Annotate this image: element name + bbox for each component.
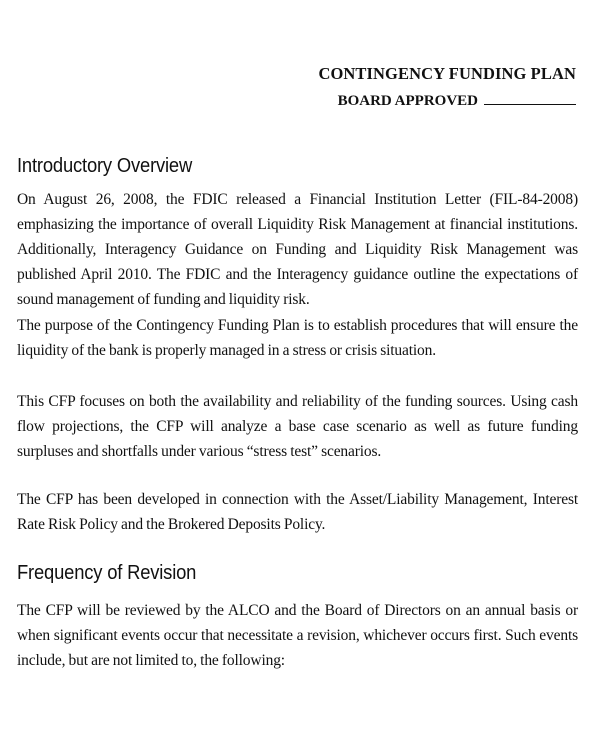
section-heading-frequency-of-revision: Frequency of Revision [17, 562, 197, 584]
paragraph-cfp-connection: The CFP has been developed in connection with the Asset/Liability Management, Interest Rate Risk Policy and the Brokered Deposits Policy. [17, 491, 578, 533]
signature-blank-line [484, 92, 576, 105]
section-heading-introductory-overview: Introductory Overview [17, 155, 193, 177]
paragraph-review-schedule: The CFP will be reviewed by the ALCO and the Board of Directors on an annual basis or when significant events occur that necessitate a revision, whichever occurs first. Such events include, but are not limited to, the following: [17, 602, 578, 669]
document-title: CONTINGENCY FUNDING PLAN [318, 64, 576, 83]
approval-line [338, 92, 576, 110]
paragraph-fdic-letter: On August 26, 2008, the FDIC released a Financial Institution Letter (FIL-84-2008) emphasizing the importance of overall Liquidity Risk Management at financial institutions. Additionally, Interagency Guidance on Funding and Liquidity Risk Management was published April 2010. The FDIC and the Interagency guidance outline the expectations of sound management of funding and liquidity risk. [17, 191, 578, 308]
approval-label: BOARD APPROVED [337, 93, 478, 109]
paragraph-cfp-purpose: The purpose of the Contingency Funding Plan is to establish procedures that will ensure the liquidity of the bank is properly managed in a stress or crisis situation. [17, 317, 578, 359]
paragraph-cfp-focus: This CFP focuses on both the availability and reliability of the funding sources. Using cash flow projections, the CFP will analyze a base case scenario as well as future funding surpluses and shortfalls under various “stress test” scenarios. [17, 393, 578, 460]
